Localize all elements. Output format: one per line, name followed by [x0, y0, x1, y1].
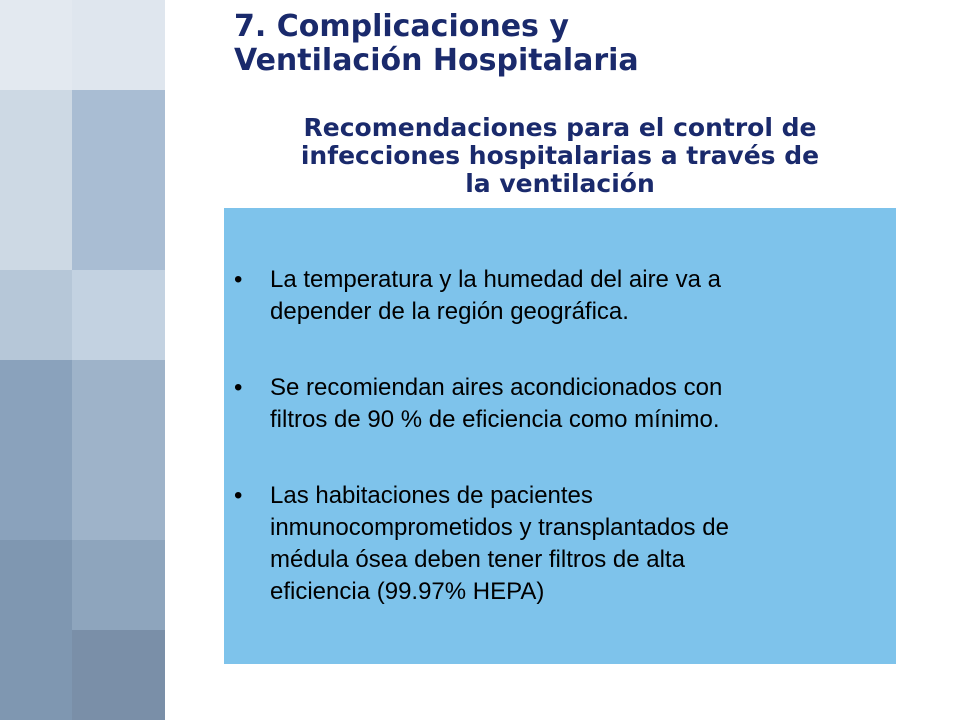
- slide-subtitle-line: infecciones hospitalarias a través de: [300, 141, 820, 170]
- bullet-text-line: filtros de 90 % de eficiencia como mínimo.: [270, 406, 720, 433]
- side-tile: [0, 270, 72, 360]
- bullet-text-line: inmunocomprometidos y transplantados de: [270, 514, 729, 541]
- bullet-dot-icon: •: [234, 374, 243, 401]
- side-tile: [72, 90, 165, 270]
- bullet-list: [224, 264, 896, 652]
- side-tile: [0, 360, 72, 540]
- slide-subtitle: [230, 114, 890, 198]
- slide-subtitle-line: Recomendaciones para el control de: [303, 113, 817, 142]
- bullet-item: [224, 372, 896, 436]
- slide-subtitle-line: la ventilación: [465, 169, 655, 198]
- bullet-text-line: Las habitaciones de pacientes: [270, 482, 593, 509]
- bullet-dot-icon: •: [234, 266, 243, 293]
- bullet-text-line: La temperatura y la humedad del aire va a: [270, 266, 721, 293]
- side-tile: [72, 0, 165, 90]
- bullet-text-line: depender de la región geográfica.: [270, 298, 629, 325]
- side-tile: [0, 540, 72, 720]
- bullet-text-line: médula ósea deben tener filtros de alta: [270, 546, 685, 573]
- slide-title-line: 7. Complicaciones y: [234, 9, 569, 44]
- slide-title-line: Ventilación Hospitalaria: [234, 43, 639, 78]
- bullet-item: [224, 480, 896, 608]
- side-tile: [72, 360, 165, 540]
- side-tile: [72, 540, 165, 630]
- bullet-dot-icon: •: [234, 482, 243, 509]
- bullet-text-line: Se recomiendan aires acondicionados con: [270, 374, 723, 401]
- side-tile: [0, 0, 72, 90]
- slide-title: [234, 10, 934, 78]
- side-tile: [72, 270, 165, 360]
- side-tile: [72, 630, 165, 720]
- decorative-side-panel: [0, 0, 165, 720]
- content-box: [224, 208, 896, 664]
- bullet-text-line: eficiencia (99.97% HEPA): [270, 578, 545, 605]
- bullet-item: [224, 264, 896, 328]
- side-tile: [0, 90, 72, 270]
